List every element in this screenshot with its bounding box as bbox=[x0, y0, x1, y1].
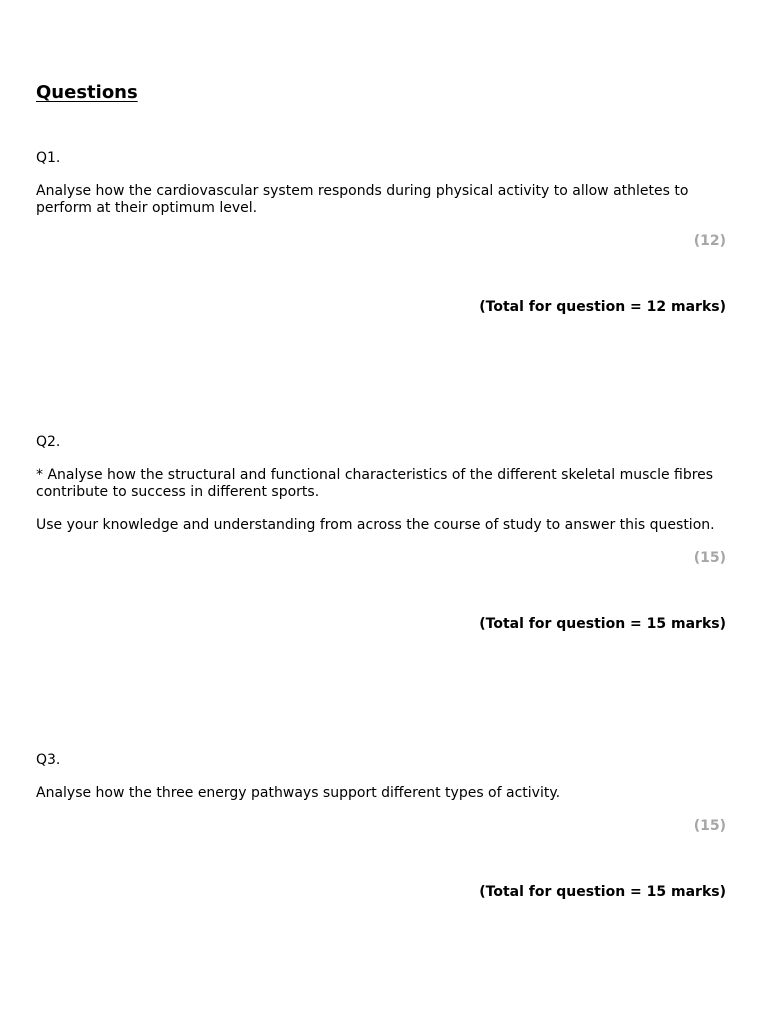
question-paper bbox=[36, 0, 726, 1024]
question-text: Analyse how the three energy pathways support different types of activity. bbox=[36, 785, 561, 801]
question-marks: (12) bbox=[693, 233, 726, 249]
question-total: (Total for question = 12 marks) bbox=[479, 299, 726, 315]
question-number: Q1. bbox=[36, 150, 61, 166]
question-total: (Total for question = 15 marks) bbox=[479, 616, 726, 632]
question-block bbox=[36, 752, 726, 901]
question-block bbox=[36, 150, 726, 316]
question-number: Q2. bbox=[36, 434, 61, 450]
question-instruction: Use your knowledge and understanding from across the course of study to answer this question. bbox=[36, 517, 715, 533]
question-text: * Analyse how the structural and functional characteristics of the different skeletal muscle fibres contribute to success in different sports. bbox=[36, 467, 714, 500]
question-text: Analyse how the cardiovascular system responds during physical activity to allow athletes to perform at their optimum level. bbox=[36, 183, 689, 216]
question-marks: (15) bbox=[693, 550, 726, 566]
question-total: (Total for question = 15 marks) bbox=[479, 884, 726, 900]
question-number: Q3. bbox=[36, 752, 61, 768]
question-block bbox=[36, 434, 726, 633]
page-heading: Questions bbox=[36, 82, 138, 103]
question-marks: (15) bbox=[693, 818, 726, 834]
